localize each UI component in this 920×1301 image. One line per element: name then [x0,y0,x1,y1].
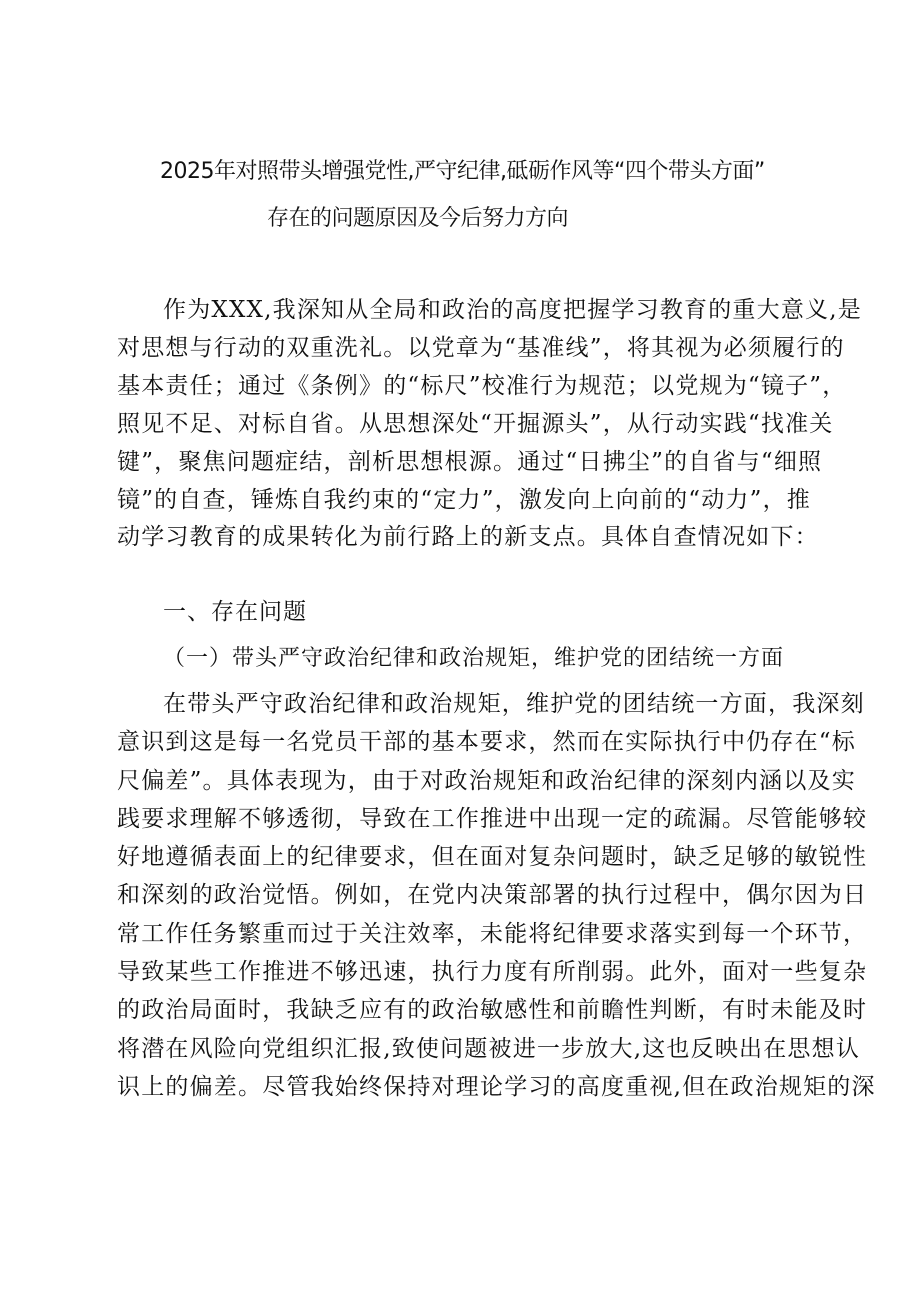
intro-line: 作为XXX,我深知从全局和政治的高度把握学习教育的重大意义,是 [163,297,862,323]
body-line: 将潜在风险向党组织汇报,致使问题被进一步放大,这也反映出在思想认 [117,1035,861,1062]
document-title-line-1: 2025年对照带头增强党性,严守纪律,砥砺作风等“四个带头方面” [160,159,765,184]
body-line: 意识到这是每一名党员干部的基本要求，然而在实际执行中仍存在“标 [117,729,856,756]
body-line: 和深刻的政治觉悟。例如，在党内决策部署的执行过程中，偶尔因为日 [117,882,868,909]
intro-paragraph [117,292,862,557]
body-paragraph [117,685,876,1106]
body-line: 导致某些工作推进不够迅速，执行力度有所削弱。此外，面对一些复杂 [117,959,868,986]
body-line: 尺偏差”。具体表现为，由于对政治规矩和政治纪律的深刻内涵以及实 [117,767,856,794]
section-heading: 一、存在问题 [163,599,307,625]
intro-line: 键”，聚焦问题症结，剖析思想根源。通过“日拂尘”的自省与“细照 [117,448,823,475]
intro-line: 动学习教育的成果转化为前行路上的新支点。具体自查情况如下： [117,524,819,551]
body-line: 好地遵循表面上的纪律要求，但在面对复杂问题时，缺乏足够的敏锐性 [117,844,868,871]
subsection-heading: （一）带头严守政治纪律和政治规矩，维护党的团结统一方面 [163,646,785,671]
intro-line: 基本责任；通过《条例》的“标尺”校准行为规范；以党规为“镜子”， [117,372,847,399]
body-line: 常工作任务繁重而过于关注效率，未能将纪律要求落实到每一个环节， [117,920,868,947]
body-line: 的政治局面时，我缺乏应有的政治敏感性和前瞻性判断，有时未能及时 [117,997,868,1024]
document-title-line-2: 存在的问题原因及今后努力方向 [267,206,569,231]
body-line: 践要求理解不够透彻，导致在工作推进中出现一定的疏漏。尽管能够较 [117,805,868,832]
body-line: 在带头严守政治纪律和政治规矩，维护党的团结统一方面，我深刻 [163,691,865,717]
intro-line: 照见不足、对标自省。从思想深处“开掘源头”，从行动实践“找准关 [117,410,834,437]
intro-line: 镜”的自查，锤炼自我约束的“定力”，激发向上向前的“动力”，推 [117,486,811,513]
intro-line: 对思想与行动的双重洗礼。以党章为“基准线”，将其视为必须履行的 [117,334,845,361]
body-line: 识上的偏差。尽管我始终保持对理论学习的高度重视,但在政治规矩的深 [117,1073,876,1100]
